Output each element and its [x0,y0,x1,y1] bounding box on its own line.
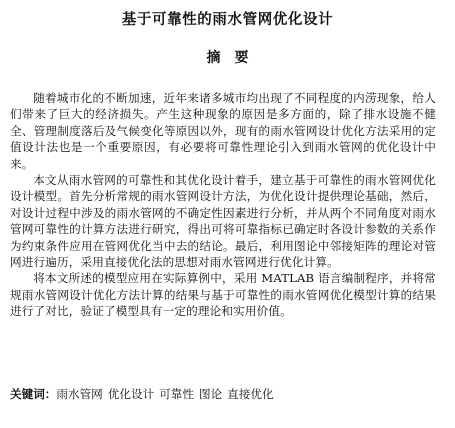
abstract-paragraph: 本文从雨水管网的可靠性和其优化设计着手，建立基于可靠性的雨水管网优化设计模型。首先分析常规的雨水管网设计方法，为优化设计提供理论基础，然后，对设计过程中涉及的雨水管网的不确定性因素进行分析，并从两个不同角度对雨水管网可靠性的计算方法进行研究，得出可将可靠指标已确定时各设计参数的关系作为约束条件应用在管网优化当中去的结论。最后，利用图论中邻接矩阵的理论对管网进行遍历，采用直接优化法的思想对雨水管网进行优化计算。 [10,173,436,270]
keywords-label: 关键词： [10,387,57,401]
abstract-body [10,90,436,320]
abstract-heading: 摘要 [206,50,263,66]
keyword: 直接优化 [227,387,274,401]
keywords-line [10,386,436,402]
document-title: 基于可靠性的雨水管网优化设计 [121,12,334,28]
keyword: 可靠性 [159,387,194,401]
keyword: 优化设计 [107,387,155,401]
abstract-paragraph: 随着城市化的不断加速，近年来诸多城市均出现了不同程度的内涝现象，给人们带来了巨大的经济损失。产生这种现象的原因是多方面的，除了排水设施不健全、管理制度落后及气候变化等原因以外，现有的雨水管网设计优化方法采用的定值设计法也是一个重要原因，有必要将可靠性理论引入到雨水管网的优化设计中来。 [10,91,436,171]
keyword: 图论 [198,387,223,401]
keyword: 雨水管网 [56,387,103,401]
abstract-paragraph: 将本文所述的模型应用在实际算例中，采用 MATLAB 语言编制程序，并将常规雨水管网设计优化方法计算的结果与基于可靠性的雨水管网优化模型计算的结果进行了对比，验证了模型具有一定的理论和实用价值。 [10,271,436,319]
